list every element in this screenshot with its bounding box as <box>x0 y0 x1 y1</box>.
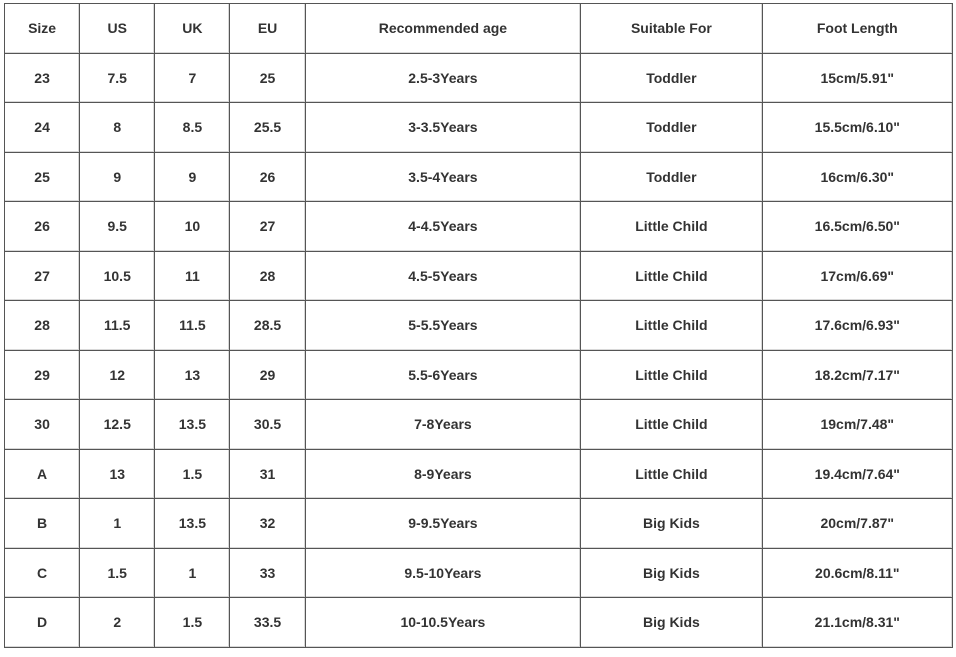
cell-suitable-for: Little Child <box>581 351 762 401</box>
cell-foot-length: 15.5cm/6.10" <box>763 103 953 153</box>
cell-us: 11.5 <box>80 301 155 351</box>
cell-us: 1 <box>80 499 155 549</box>
cell-eu: 33.5 <box>230 598 305 648</box>
cell-suitable-for: Little Child <box>581 450 762 500</box>
cell-eu: 28 <box>230 252 305 302</box>
cell-suitable-for: Big Kids <box>581 598 762 648</box>
cell-uk: 11.5 <box>155 301 230 351</box>
cell-size: 24 <box>5 103 80 153</box>
table-row <box>5 301 953 351</box>
cell-suitable-for: Little Child <box>581 400 762 450</box>
cell-uk: 10 <box>155 202 230 252</box>
cell-us: 13 <box>80 450 155 500</box>
table-row <box>5 598 953 648</box>
cell-recommended-age: 8-9Years <box>306 450 582 500</box>
cell-foot-length: 15cm/5.91" <box>763 54 953 104</box>
cell-size: A <box>5 450 80 500</box>
cell-foot-length: 20cm/7.87" <box>763 499 953 549</box>
cell-uk: 1.5 <box>155 598 230 648</box>
cell-eu: 29 <box>230 351 305 401</box>
cell-recommended-age: 9.5-10Years <box>306 549 582 599</box>
cell-uk: 1.5 <box>155 450 230 500</box>
cell-uk: 13.5 <box>155 499 230 549</box>
cell-foot-length: 16cm/6.30" <box>763 153 953 203</box>
header-size: Size <box>5 4 80 54</box>
cell-recommended-age: 10-10.5Years <box>306 598 582 648</box>
cell-eu: 31 <box>230 450 305 500</box>
cell-eu: 26 <box>230 153 305 203</box>
cell-us: 12.5 <box>80 400 155 450</box>
cell-us: 10.5 <box>80 252 155 302</box>
cell-suitable-for: Toddler <box>581 153 762 203</box>
table-row <box>5 252 953 302</box>
cell-recommended-age: 7-8Years <box>306 400 582 450</box>
cell-us: 8 <box>80 103 155 153</box>
cell-foot-length: 21.1cm/8.31" <box>763 598 953 648</box>
cell-uk: 1 <box>155 549 230 599</box>
cell-size: 25 <box>5 153 80 203</box>
cell-suitable-for: Toddler <box>581 54 762 104</box>
table-row <box>5 54 953 104</box>
cell-uk: 9 <box>155 153 230 203</box>
cell-foot-length: 16.5cm/6.50" <box>763 202 953 252</box>
cell-suitable-for: Big Kids <box>581 499 762 549</box>
cell-us: 9 <box>80 153 155 203</box>
cell-eu: 27 <box>230 202 305 252</box>
cell-suitable-for: Little Child <box>581 301 762 351</box>
cell-recommended-age: 3.5-4Years <box>306 153 582 203</box>
cell-size: 29 <box>5 351 80 401</box>
cell-eu: 33 <box>230 549 305 599</box>
cell-size: C <box>5 549 80 599</box>
cell-uk: 11 <box>155 252 230 302</box>
table-body <box>5 54 953 648</box>
header-eu: EU <box>230 4 305 54</box>
cell-size: D <box>5 598 80 648</box>
cell-size: 26 <box>5 202 80 252</box>
cell-foot-length: 17cm/6.69" <box>763 252 953 302</box>
cell-eu: 30.5 <box>230 400 305 450</box>
cell-size: 23 <box>5 54 80 104</box>
table-row <box>5 549 953 599</box>
cell-recommended-age: 2.5-3Years <box>306 54 582 104</box>
cell-uk: 7 <box>155 54 230 104</box>
cell-suitable-for: Toddler <box>581 103 762 153</box>
cell-us: 9.5 <box>80 202 155 252</box>
header-recommended-age: Recommended age <box>306 4 582 54</box>
cell-uk: 13.5 <box>155 400 230 450</box>
cell-size: 27 <box>5 252 80 302</box>
cell-recommended-age: 4.5-5Years <box>306 252 582 302</box>
cell-eu: 25.5 <box>230 103 305 153</box>
cell-size: B <box>5 499 80 549</box>
table-row <box>5 499 953 549</box>
header-foot-length: Foot Length <box>763 4 953 54</box>
cell-suitable-for: Little Child <box>581 252 762 302</box>
cell-suitable-for: Little Child <box>581 202 762 252</box>
cell-us: 1.5 <box>80 549 155 599</box>
cell-recommended-age: 5.5-6Years <box>306 351 582 401</box>
cell-recommended-age: 5-5.5Years <box>306 301 582 351</box>
table-row <box>5 202 953 252</box>
cell-eu: 28.5 <box>230 301 305 351</box>
table-row <box>5 351 953 401</box>
cell-size: 28 <box>5 301 80 351</box>
size-chart-table <box>4 3 953 648</box>
table-header-row <box>5 4 953 54</box>
cell-us: 12 <box>80 351 155 401</box>
cell-us: 7.5 <box>80 54 155 104</box>
cell-foot-length: 19.4cm/7.64" <box>763 450 953 500</box>
cell-foot-length: 20.6cm/8.11" <box>763 549 953 599</box>
cell-foot-length: 17.6cm/6.93" <box>763 301 953 351</box>
cell-us: 2 <box>80 598 155 648</box>
cell-uk: 8.5 <box>155 103 230 153</box>
cell-size: 30 <box>5 400 80 450</box>
cell-recommended-age: 4-4.5Years <box>306 202 582 252</box>
table-row <box>5 450 953 500</box>
header-uk: UK <box>155 4 230 54</box>
cell-foot-length: 19cm/7.48" <box>763 400 953 450</box>
table-row <box>5 400 953 450</box>
header-us: US <box>80 4 155 54</box>
cell-eu: 32 <box>230 499 305 549</box>
cell-uk: 13 <box>155 351 230 401</box>
cell-recommended-age: 3-3.5Years <box>306 103 582 153</box>
cell-recommended-age: 9-9.5Years <box>306 499 582 549</box>
table-row <box>5 103 953 153</box>
cell-suitable-for: Big Kids <box>581 549 762 599</box>
table-row <box>5 153 953 203</box>
cell-eu: 25 <box>230 54 305 104</box>
cell-foot-length: 18.2cm/7.17" <box>763 351 953 401</box>
header-suitable-for: Suitable For <box>581 4 762 54</box>
